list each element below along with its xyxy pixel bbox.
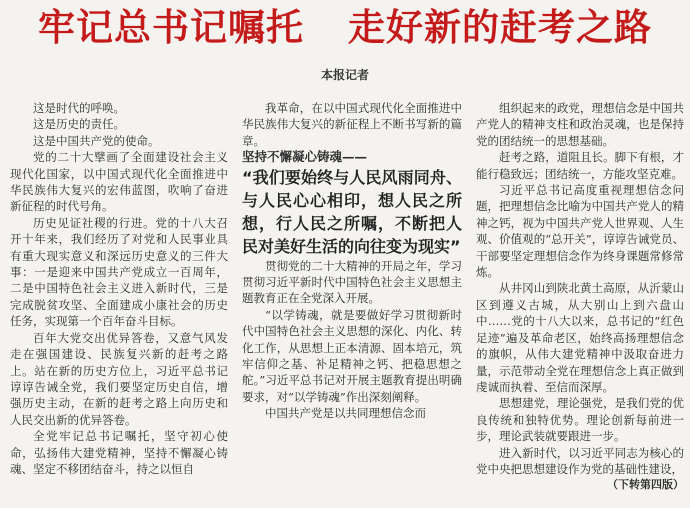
paragraph: 这是历史的责任。 (33, 117, 125, 132)
paragraph: 这是中国共产党的使命。 (33, 133, 160, 148)
headline-part2: 走好新的赶考之路 (348, 6, 652, 49)
paragraph: 从井冈山到陕北黄土高原，从沂蒙山区到遵义古城，从大别山上到六盘山中……党的十八大以来，总书记的“红色足迹”遍及革命老区，始终高扬理想信念的旗帜，从伟大建党精神中汲取奋进力量，示范带动全党在理想信念上真正做到虔诚而执着、至信而深厚。 (476, 281, 684, 394)
paragraph: 习近平总书记高度重视理想信念问题，把理想信念比喻为中国共产党人的精神之钙，视为中国共产党人世界观、人生观、价值观的“总开关”，谆谆告诫党员、干部要坚定理想信念作为终身课题常修常炼。 (476, 183, 684, 280)
continued-on-page-4[interactable]: （下转第四版） (607, 478, 684, 492)
byline: 本报记者 (320, 68, 369, 82)
article-column-3 (476, 100, 684, 508)
paragraph: 贯彻党的二十大精神的开局之年，学习贯彻习近平新时代中国特色社会主义思想主题教育正在全党深入开展。 (242, 258, 462, 306)
paragraph: 这是时代的呼唤。 (33, 101, 125, 115)
article-column-2 (242, 100, 462, 508)
paragraph: “以学铸魂，就是要做好学习贯彻新时代中国特色社会主义思想的深化、内化、转化工作，从思想上正本清源、固本培元，筑牢信仰之基、补足精神之钙、把稳思想之舵。”习近平总书记对开展主题教育提出明确要求，对“以学铸魂”作出深刻阐释。 (242, 307, 462, 404)
paragraph: 中国共产党是以共同理想信念而 (265, 406, 426, 421)
headline (0, 2, 690, 54)
paragraph: 组织起来的政党，理想信念是中国共产党人的精神支柱和政治灵魂，也是保持党的团结统一的思想基础。 (476, 101, 684, 148)
paragraph: 思想建党，理论强党，是我们党的优良传统和独特优势。理论创新每前进一步，理论武装就要跟进一步。 (476, 396, 684, 444)
paragraph (476, 445, 684, 492)
paragraph: 历史见证社稷的行进。党的十八大召开十年来，我们经历了对党和人民事业具有重大现实意义和深远历史意义的三件大事：一是迎来中国共产党成立一百周年，二是中国特色社会主义进入新时代，三是完成脱贫攻坚、全面建成小康社会的历史任务，实现第一个百年奋斗目标。 (10, 215, 228, 329)
paragraph: 赶考之路，道阻且长。脚下有根，才能行稳致远；团结统一，方能攻坚克难。 (476, 150, 684, 181)
section-subhead: 坚持不懈凝心铸魂—— (242, 149, 368, 165)
paragraph: 党的二十大擘画了全面建设社会主义现代化国家，以中国式现代化全面推进中华民族伟大复兴的宏伟蓝图，吹响了奋进新征程的时代号角。 (10, 150, 228, 214)
paragraph: 全党牢记总书记嘱托，坚守初心使命，弘扬伟大建党精神，坚持不懈凝心铸魂、坚定不移团结奋斗，持之以恒自 (10, 429, 228, 476)
article-column-1 (10, 100, 228, 508)
paragraph: 我革命，在以中国式现代化全面推进中华民族伟大复兴的新征程上不断书写新的篇章。 (242, 101, 462, 148)
paragraph-text: 进入新时代，以习近平同志为核心的党中央把思想建设作为党的基础性建设， (476, 445, 684, 476)
headline-part1: 牢记总书记嘱托 (38, 6, 304, 49)
pull-quote: “我们要始终与人民风雨同舟、与人民心心相印，想人民之所想，行人民之所嘱，不断把人民对美好生活的向往变为现实” (242, 167, 462, 256)
paragraph: 百年大党交出优异答卷，又意气风发走在强国建设、民族复兴新的赶考之路上。站在新的历史方位上，习近平总书记谆谆告诫全党，我们要坚定历史自信，增强历史主动，在新的赶考之路上向历史和人民交出新的优异答卷。 (10, 330, 228, 427)
